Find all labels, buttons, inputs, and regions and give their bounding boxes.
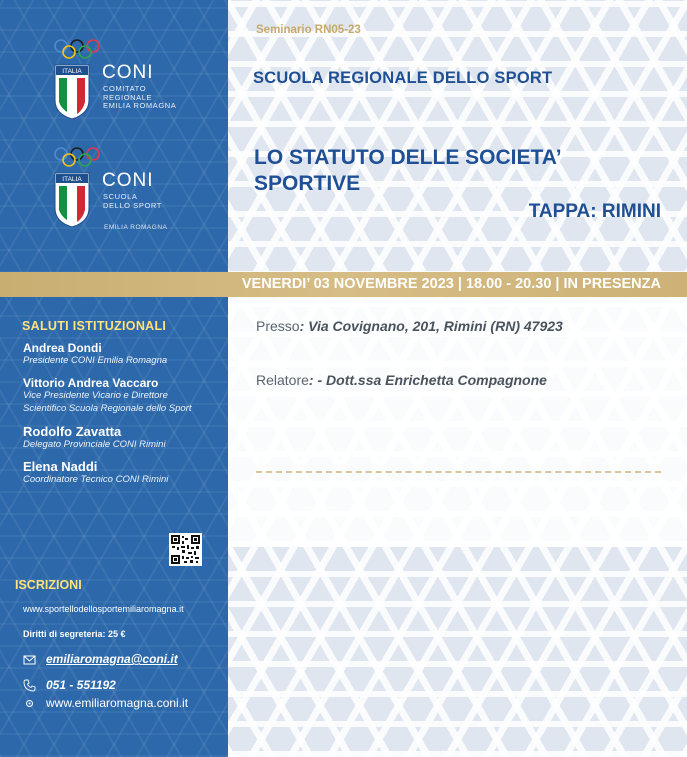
seminar-title-line: SPORTIVE xyxy=(254,172,361,195)
coni-subtitle xyxy=(103,193,162,210)
italia-shield-icon xyxy=(54,172,90,228)
coni-wordmark: CONI xyxy=(102,170,154,191)
speaker-line xyxy=(256,372,547,388)
coni-logo-region: EMILIA ROMAGNA xyxy=(104,224,168,231)
speaker-role: Presidente CONI Emilia Romagna xyxy=(23,355,168,366)
iscrizioni-heading: ISCRIZIONI xyxy=(15,578,82,592)
olympic-rings-icon xyxy=(52,38,102,60)
coni-emilia-romagna-logo xyxy=(50,38,210,128)
shield-italia-text: ITALIA xyxy=(62,176,82,183)
venue-label: Presso xyxy=(256,318,300,334)
mail-icon xyxy=(23,653,36,666)
olympic-rings-icon xyxy=(52,146,102,168)
coni-scuola-sport-logo xyxy=(50,146,210,236)
speaker-role: Coordinatore Tecnico CONI Rimini xyxy=(23,474,169,485)
saluti-heading: SALUTI ISTITUZIONALI xyxy=(22,319,167,333)
speaker-name: Rodolfo Zavatta xyxy=(23,424,122,439)
globe-icon xyxy=(23,697,36,710)
registration-fee: Diritti di segreteria: 25 € xyxy=(23,629,126,639)
coni-sub-line: COMITATO xyxy=(103,84,147,93)
coni-sub-line: REGIONALE xyxy=(103,92,153,102)
speaker-name: Andrea Dondi xyxy=(23,341,102,355)
coni-wordmark: CONI xyxy=(102,62,154,83)
speaker-label: Relatore xyxy=(256,372,309,388)
speaker-name: Elena Naddi xyxy=(23,459,98,474)
details-panel xyxy=(228,297,687,547)
speaker-entry xyxy=(23,424,166,452)
speaker-entry xyxy=(23,376,191,415)
shield-italia-text: ITALIA xyxy=(62,68,82,75)
tappa-label: TAPPA: RIMINI xyxy=(528,201,661,222)
dashed-divider xyxy=(256,471,661,473)
italia-shield-icon xyxy=(54,64,90,120)
venue-line xyxy=(256,318,563,334)
speaker-role: Scientifico Scuola Regionale dello Sport xyxy=(23,402,192,414)
speaker-entry xyxy=(23,341,167,368)
coni-sub-line: SCUOLA xyxy=(103,192,138,201)
coni-sub-line: EMILIA ROMAGNA xyxy=(103,101,177,110)
speaker-name: Vittorio Andrea Vaccaro xyxy=(23,376,159,390)
speaker-role: Delegato Provinciale CONI Rimini xyxy=(23,439,166,450)
registration-site-link[interactable]: www.sportellodellosportemiliaromagna.it xyxy=(23,604,184,614)
phone-number[interactable]: 051 - 551192 xyxy=(46,678,116,692)
seminar-title xyxy=(254,145,674,197)
qr-code-icon[interactable] xyxy=(169,533,202,566)
school-title: SCUOLA REGIONALE DELLO SPORT xyxy=(253,69,553,87)
phone-icon xyxy=(23,679,36,692)
coni-subtitle xyxy=(103,85,176,111)
speaker-role: Vice Presidente Vicario e Direttore xyxy=(23,390,168,401)
email-link[interactable]: emiliaromagna@coni.it xyxy=(46,652,178,666)
website-link[interactable]: www.emiliaromagna.coni.it xyxy=(46,696,189,710)
coni-sub-line: DELLO SPORT xyxy=(103,200,162,210)
seminar-code: Seminario RN05-23 xyxy=(256,24,361,36)
seminar-title-line: LO STATUTO DELLE SOCIETA’ xyxy=(254,146,562,169)
speaker-entry xyxy=(23,459,168,487)
venue-address: : Via Covignano, 201, Rimini (RN) 47923 xyxy=(299,318,563,334)
speaker-value: : - Dott.ssa Enrichetta Compagnone xyxy=(308,372,547,388)
event-date-time: VENERDI’ 03 NOVEMBRE 2023 | 18.00 - 20.30 | IN PRESENZA xyxy=(241,276,661,292)
